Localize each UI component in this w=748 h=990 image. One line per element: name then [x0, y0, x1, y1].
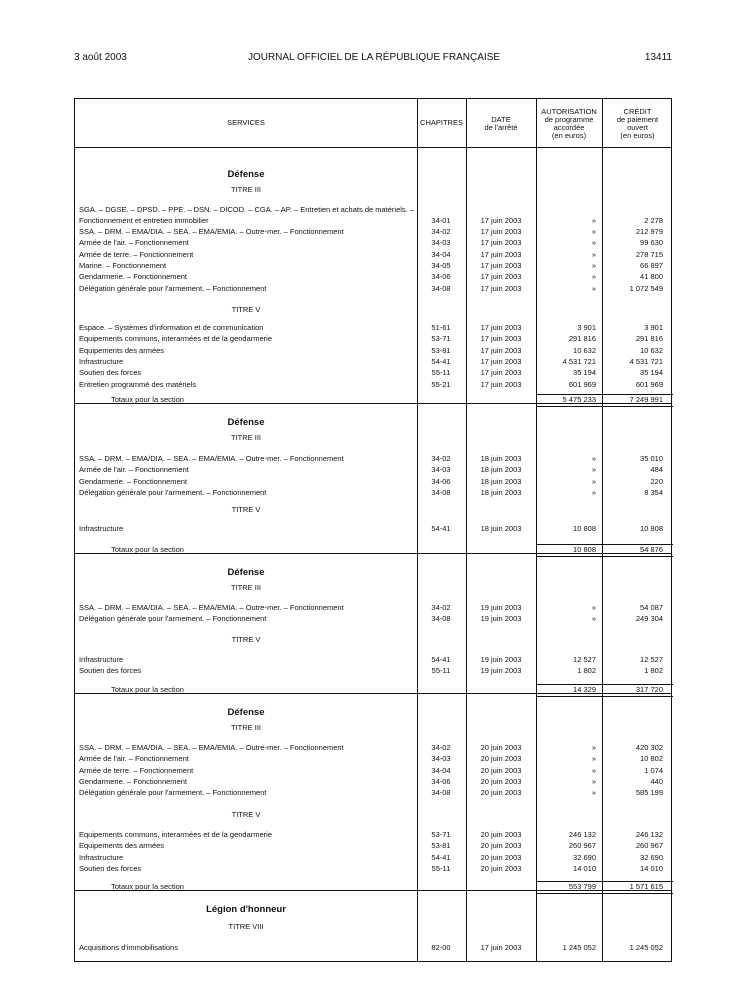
- service-label: [79, 476, 415, 487]
- service-text: Armée de l'air. – Fonctionnement: [79, 754, 189, 764]
- total-autorisation: 553 799: [568, 882, 596, 891]
- date-cell: 20 juin 2003: [480, 788, 522, 798]
- credit-cell: 212 979: [635, 227, 663, 236]
- section-title: Défense: [227, 707, 265, 718]
- table-row: [75, 260, 673, 271]
- chapitre-cell: 54-41: [431, 524, 451, 533]
- chapitre-cell: 34-02: [431, 743, 451, 752]
- service-text: Entretien programmé des matériels: [79, 379, 197, 389]
- autorisation-cell: »: [591, 743, 596, 752]
- date-cell: 17 juin 2003: [480, 356, 522, 366]
- autorisation-cell: »: [591, 788, 596, 798]
- chapitre-cell: 34-06: [431, 776, 451, 786]
- date-cell: 17 juin 2003: [480, 334, 522, 344]
- titre-heading: TITRE III: [231, 583, 261, 592]
- credit-cell: 10 802: [640, 754, 663, 764]
- table-row: [75, 379, 673, 390]
- service-text: Equipements des armées: [79, 345, 165, 355]
- table-row: [75, 237, 673, 248]
- credit-cell: 41 800: [640, 272, 663, 282]
- credit-cell: 1 072 549: [629, 283, 663, 293]
- service-text: Gendarmerie. – Fonctionnement: [79, 272, 187, 282]
- autorisation-cell: »: [591, 454, 596, 463]
- section-title: Défense: [227, 169, 265, 180]
- service-text: Gendarmerie. – Fonctionnement: [79, 476, 187, 486]
- autorisation-cell: »: [591, 465, 596, 475]
- table-row: [75, 852, 673, 863]
- section-divider: [75, 553, 671, 554]
- titre-heading: TITRE III: [231, 723, 261, 732]
- autorisation-cell: »: [591, 249, 596, 259]
- service-text: Armée de l'air. – Fonctionnement: [79, 238, 189, 248]
- service-text: Délégation générale pour l'armement. – Fonctionnement: [79, 487, 267, 497]
- chapitre-cell: 34-04: [431, 249, 451, 259]
- service-label: [79, 283, 415, 294]
- service-label: [79, 453, 415, 464]
- autorisation-cell: 1 802: [577, 666, 596, 676]
- chapitre-cell: 34-01: [431, 216, 451, 225]
- date-cell: 18 juin 2003: [480, 476, 522, 486]
- table-row: [75, 271, 673, 282]
- service-label: [79, 776, 415, 787]
- chapitre-cell: 55-11: [431, 863, 451, 873]
- service-label: [79, 249, 415, 260]
- service-text: Soutien des forces: [79, 368, 142, 378]
- date-cell: 18 juin 2003: [480, 465, 522, 475]
- service-label: [79, 654, 415, 665]
- titre-heading: TITRE V: [231, 635, 261, 644]
- chapitre-cell: 34-05: [431, 260, 451, 270]
- total-label-text: Totaux pour la section: [111, 395, 184, 404]
- chapitre-cell: 34-03: [431, 238, 451, 248]
- autorisation-cell: 1 245 052: [562, 943, 596, 952]
- service-text: Infrastructure: [79, 524, 124, 533]
- column-header-date: DATE de l'arrêté: [484, 115, 518, 132]
- chapitre-cell: 53-81: [431, 345, 451, 355]
- chapitre-cell: 34-08: [431, 283, 451, 293]
- chapitre-cell: 53-71: [431, 334, 451, 344]
- chapitre-cell: 34-02: [431, 454, 451, 463]
- credit-cell: 3 901: [644, 323, 663, 332]
- service-text: Infrastructure: [79, 356, 124, 366]
- chapitre-cell: 82-00: [431, 943, 451, 952]
- autorisation-cell: »: [591, 603, 596, 612]
- date-cell: 19 juin 2003: [480, 614, 522, 624]
- service-text: SSA. – DRM. – EMA/DIA. – SEA. – EMA/EMIA. – Outre-mer. – Fonctionnement: [79, 603, 344, 612]
- table-row: [75, 776, 673, 787]
- autorisation-cell: 291 816: [568, 334, 596, 344]
- date-cell: 20 juin 2003: [480, 841, 522, 851]
- service-label: [79, 237, 415, 248]
- chapitre-cell: 34-03: [431, 465, 451, 475]
- service-text: Délégation générale pour l'armement. – Fonctionnement: [79, 283, 267, 293]
- service-label: [79, 271, 415, 282]
- total-label: [111, 394, 413, 406]
- autorisation-cell: »: [591, 776, 596, 786]
- table-row: [75, 787, 673, 798]
- autorisation-cell: »: [591, 260, 596, 270]
- service-text: Equipements des armées: [79, 841, 165, 851]
- titre-heading: TITRE V: [231, 810, 261, 819]
- titre-heading: TITRE VIII: [228, 922, 264, 931]
- column-header-credit: CRÉDIT de paiement ouvert (en euros): [616, 107, 659, 140]
- service-label: [79, 829, 415, 840]
- table-row: [75, 367, 673, 378]
- chapitre-cell: 34-06: [431, 272, 451, 282]
- credit-cell: 278 715: [635, 249, 663, 259]
- service-label: [79, 765, 415, 776]
- total-autorisation: 5 475 233: [562, 395, 596, 404]
- table-row: [75, 204, 673, 226]
- chapitre-cell: 34-02: [431, 227, 451, 236]
- header-divider: [75, 147, 671, 148]
- total-label-text: Totaux pour la section: [111, 882, 184, 891]
- table-row: [75, 613, 673, 624]
- autorisation-cell: 4 531 721: [562, 356, 596, 366]
- service-text: Equipements communs, interarmées et de la gendarmerie: [79, 830, 273, 839]
- credit-cell: 4 531 721: [629, 356, 663, 366]
- section-divider: [75, 403, 671, 404]
- date-cell: 17 juin 2003: [480, 283, 522, 293]
- chapitre-cell: 34-08: [431, 788, 451, 798]
- date-cell: 20 juin 2003: [480, 754, 522, 764]
- service-label: [79, 345, 415, 356]
- autorisation-cell: 601 969: [568, 379, 596, 389]
- credit-cell: 1 802: [644, 666, 663, 676]
- credit-cell: 585 199: [635, 788, 663, 798]
- total-row: [75, 544, 673, 556]
- service-label: [79, 204, 415, 226]
- credit-cell: 1 245 052: [629, 943, 663, 952]
- chapitre-cell: 55-21: [431, 379, 451, 389]
- service-label: [79, 863, 415, 874]
- table-row: [75, 226, 673, 237]
- table-row: [75, 863, 673, 874]
- total-credit: 54 876: [640, 545, 663, 554]
- service-text: Infrastructure: [79, 655, 124, 664]
- service-text: Délégation générale pour l'armement. – Fonctionnement: [79, 614, 267, 624]
- service-label: [79, 942, 415, 953]
- service-label: [79, 787, 415, 798]
- autorisation-cell: 12 527: [573, 655, 596, 664]
- service-label: [79, 840, 415, 851]
- total-row: [75, 684, 673, 696]
- date-cell: 17 juin 2003: [480, 227, 522, 236]
- autorisation-cell: »: [591, 283, 596, 293]
- credit-cell: 220: [650, 476, 663, 486]
- service-label: [79, 356, 415, 367]
- date-cell: 19 juin 2003: [480, 655, 522, 664]
- date-cell: 17 juin 2003: [480, 943, 522, 952]
- table-row: [75, 654, 673, 665]
- table-row: [75, 602, 673, 613]
- date-cell: 17 juin 2003: [480, 238, 522, 248]
- total-label: [111, 684, 413, 696]
- table-row: [75, 464, 673, 475]
- service-label: [79, 487, 415, 498]
- credit-cell: 246 132: [635, 830, 663, 839]
- total-credit: 317 720: [635, 685, 663, 694]
- date-cell: 17 juin 2003: [480, 379, 522, 389]
- chapitre-cell: 51-61: [431, 323, 451, 332]
- table-row: [75, 249, 673, 260]
- chapitre-cell: 53-81: [431, 841, 451, 851]
- autorisation-cell: »: [591, 487, 596, 497]
- table-row: [75, 333, 673, 344]
- service-text: SGA. – DGSE. – DPSD. – PPE. – DSN. – DICOD. – CGA. – AP. – Entretien et achats de matériels. – Fonctionnement et entretien immobilier: [79, 205, 415, 225]
- table-row: [75, 476, 673, 487]
- service-text: Acquisitions d'immobilisations: [79, 943, 178, 952]
- credit-cell: 66 897: [640, 260, 663, 270]
- date-cell: 17 juin 2003: [480, 249, 522, 259]
- credit-cell: 2 278: [644, 216, 663, 225]
- credit-cell: 54 087: [640, 603, 663, 612]
- credit-cell: 8 354: [644, 487, 663, 497]
- autorisation-cell: »: [591, 476, 596, 486]
- credit-cell: 260 967: [635, 841, 663, 851]
- chapitre-cell: 34-02: [431, 603, 451, 612]
- page-number: 13411: [644, 52, 672, 63]
- credit-cell: 35 010: [640, 454, 663, 463]
- column-header-services: SERVICES: [227, 118, 265, 127]
- autorisation-cell: 14 010: [573, 863, 596, 873]
- service-text: Délégation générale pour l'armement. – Fonctionnement: [79, 788, 267, 798]
- service-text: Armée de terre. – Fonctionnement: [79, 765, 194, 775]
- date-cell: 18 juin 2003: [480, 454, 522, 463]
- section-title: Défense: [227, 567, 265, 578]
- date-cell: 17 juin 2003: [480, 260, 522, 270]
- table-row: [75, 345, 673, 356]
- credit-cell: 99 630: [640, 238, 663, 248]
- table-row: [75, 765, 673, 776]
- autorisation-cell: 246 132: [568, 830, 596, 839]
- table-row: [75, 942, 673, 953]
- credit-cell: 12 527: [640, 655, 663, 664]
- credit-cell: 249 304: [635, 614, 663, 624]
- titre-heading: TITRE V: [231, 305, 261, 314]
- table-row: [75, 356, 673, 367]
- date-cell: 20 juin 2003: [480, 776, 522, 786]
- table-row: [75, 487, 673, 498]
- service-text: SSA. – DRM. – EMA/DIA. – SEA. – EMA/EMIA. – Outre-mer. – Fonctionnement: [79, 227, 344, 236]
- table-row: [75, 453, 673, 464]
- service-text: Equipements communs, interarmées et de la gendarmerie: [79, 334, 273, 344]
- total-row: [75, 881, 673, 893]
- credit-cell: 484: [650, 465, 663, 475]
- credit-cell: 420 302: [635, 743, 663, 752]
- credit-cell: 291 816: [635, 334, 663, 344]
- titre-heading: TITRE III: [231, 185, 261, 194]
- service-label: [79, 379, 415, 390]
- autorisation-cell: 35 194: [573, 368, 596, 378]
- date-cell: 17 juin 2003: [480, 216, 522, 225]
- autorisation-cell: »: [591, 216, 596, 225]
- credit-cell: 601 969: [635, 379, 663, 389]
- credit-cell: 14 010: [640, 863, 663, 873]
- table-row: [75, 840, 673, 851]
- service-text: SSA. – DRM. – EMA/DIA. – SEA. – EMA/EMIA. – Outre-mer. – Fonctionnement: [79, 454, 344, 463]
- service-text: Espace. – Systèmes d'information et de communication: [79, 323, 264, 332]
- titre-heading: TITRE V: [231, 505, 261, 514]
- service-text: Marine. – Fonctionnement: [79, 260, 167, 270]
- total-credit: 1 571 615: [629, 882, 663, 891]
- service-text: Gendarmerie. – Fonctionnement: [79, 776, 187, 786]
- table-row: [75, 753, 673, 764]
- date-cell: 17 juin 2003: [480, 345, 522, 355]
- autorisation-cell: 10 632: [573, 345, 596, 355]
- service-text: Soutien des forces: [79, 666, 142, 676]
- credit-cell: 440: [650, 776, 663, 786]
- journal-title: JOURNAL OFFICIEL DE LA RÉPUBLIQUE FRANÇAISE: [247, 52, 501, 63]
- service-label: [79, 367, 415, 378]
- autorisation-cell: 32 690: [573, 852, 596, 862]
- section-divider: [75, 693, 671, 694]
- autorisation-cell: 260 967: [568, 841, 596, 851]
- autorisation-cell: »: [591, 614, 596, 624]
- date-cell: 20 juin 2003: [480, 863, 522, 873]
- chapitre-cell: 54-41: [431, 852, 451, 862]
- credit-cell: 35 194: [640, 368, 663, 378]
- table-row: [75, 829, 673, 840]
- column-header-chapitres: CHAPITRES: [420, 118, 463, 127]
- service-label: [79, 742, 415, 753]
- total-label: [111, 881, 413, 893]
- date-cell: 19 juin 2003: [480, 603, 522, 612]
- column-header-autorisation: AUTORISATION de programme accordée (en euros): [541, 107, 597, 140]
- section-title: Défense: [227, 417, 265, 428]
- titre-heading: TITRE III: [231, 433, 261, 442]
- credit-cell: 10 632: [640, 345, 663, 355]
- chapitre-cell: 34-08: [431, 614, 451, 624]
- date-cell: 17 juin 2003: [480, 272, 522, 282]
- service-label: [79, 852, 415, 863]
- page-date: 3 août 2003: [74, 52, 127, 63]
- date-cell: 20 juin 2003: [480, 830, 522, 839]
- table-row: [75, 742, 673, 753]
- chapitre-cell: 53-71: [431, 830, 451, 839]
- service-label: [79, 333, 415, 344]
- autorisation-cell: »: [591, 765, 596, 775]
- chapitre-cell: 55-11: [431, 368, 451, 378]
- service-text: Soutien des forces: [79, 863, 142, 873]
- date-cell: 20 juin 2003: [480, 765, 522, 775]
- section-divider: [75, 890, 671, 891]
- autorisation-cell: »: [591, 227, 596, 236]
- date-cell: 17 juin 2003: [480, 323, 522, 332]
- total-credit: 7 249 991: [629, 395, 663, 404]
- credit-cell: 1 074: [644, 765, 663, 775]
- chapitre-cell: 34-06: [431, 476, 451, 486]
- total-label-text: Totaux pour la section: [111, 685, 184, 694]
- date-cell: 18 juin 2003: [480, 487, 522, 497]
- date-cell: 17 juin 2003: [480, 368, 522, 378]
- credit-cell: 10 808: [640, 524, 663, 533]
- service-text: Infrastructure: [79, 852, 124, 862]
- chapitre-cell: 34-04: [431, 765, 451, 775]
- autorisation-cell: »: [591, 272, 596, 282]
- service-label: [79, 322, 415, 333]
- budget-table: [74, 98, 672, 962]
- service-text: Armée de terre. – Fonctionnement: [79, 249, 194, 259]
- section-title: Légion d'honneur: [206, 904, 286, 915]
- total-row: [75, 394, 673, 406]
- total-autorisation: 14 329: [573, 685, 596, 694]
- date-cell: 20 juin 2003: [480, 743, 522, 752]
- date-cell: 18 juin 2003: [480, 524, 522, 533]
- service-label: [79, 464, 415, 475]
- date-cell: 19 juin 2003: [480, 666, 522, 676]
- service-label: [79, 226, 415, 237]
- service-label: [79, 665, 415, 676]
- service-label: [79, 602, 415, 613]
- service-text: Armée de l'air. – Fonctionnement: [79, 465, 189, 475]
- service-label: [79, 753, 415, 764]
- chapitre-cell: 55-11: [431, 666, 451, 676]
- date-cell: 20 juin 2003: [480, 852, 522, 862]
- service-label: [79, 260, 415, 271]
- credit-cell: 32 690: [640, 852, 663, 862]
- service-label: [79, 523, 415, 534]
- table-row: [75, 523, 673, 534]
- service-label: [79, 613, 415, 624]
- chapitre-cell: 54-41: [431, 655, 451, 664]
- autorisation-cell: »: [591, 238, 596, 248]
- autorisation-cell: »: [591, 754, 596, 764]
- total-label: [111, 544, 413, 556]
- total-autorisation: 10 808: [573, 545, 596, 554]
- table-row: [75, 665, 673, 676]
- table-row: [75, 283, 673, 294]
- chapitre-cell: 54-41: [431, 356, 451, 366]
- chapitre-cell: 34-08: [431, 487, 451, 497]
- autorisation-cell: 3 901: [577, 323, 596, 332]
- table-row: [75, 322, 673, 333]
- autorisation-cell: 10 808: [573, 524, 596, 533]
- service-text: SSA. – DRM. – EMA/DIA. – SEA. – EMA/EMIA. – Outre-mer. – Fonctionnement: [79, 743, 344, 752]
- total-label-text: Totaux pour la section: [111, 545, 184, 554]
- chapitre-cell: 34-03: [431, 754, 451, 764]
